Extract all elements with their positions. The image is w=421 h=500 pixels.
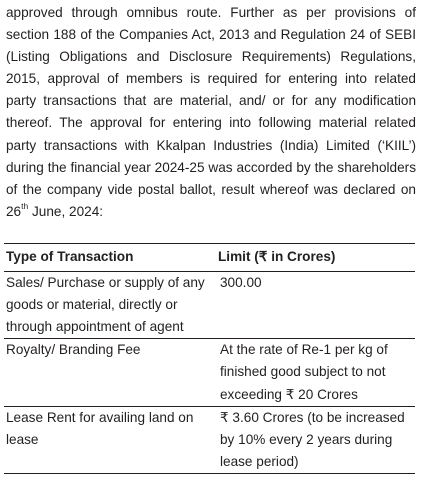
transaction-type-cell: Royalty/ Branding Fee <box>4 339 216 406</box>
related-party-transactions-table <box>4 243 415 474</box>
table-row <box>4 272 415 339</box>
paragraph-text-end: June, 2024: <box>28 203 104 219</box>
header-type-of-transaction: Type of Transaction <box>4 244 216 272</box>
paragraph-text: approved through omnibus route. Further as per provisions of section 188 of the Companies Act, 2013 and Regulation 24 of SEBI (Listing Obligations and Disclosure Requirements) Regulations, 2015, approval of members is required for entering into related party transactions that are material, and/ or for any modification thereof. The approval for entering into following material related party transactions with Kkalpan Industries (India) Limited (‘KIIL’) during the financial year 2024-25 was accorded by the shareholders of the company vide postal ballot, result whereof was declared on 26 <box>6 5 416 219</box>
table-row <box>4 339 415 406</box>
transaction-type-cell: Lease Rent for availing land on lease <box>4 406 216 473</box>
body-paragraph <box>6 2 416 223</box>
limit-cell: ₹ 3.60 Crores (to be increased by 10% every 2 years during lease period) <box>216 406 415 473</box>
limit-cell: 300.00 <box>216 272 415 339</box>
ordinal-suffix: th <box>21 201 29 212</box>
table-header-row <box>4 244 415 272</box>
transaction-type-cell: Sales/ Purchase or supply of any goods or material, directly or through appointment of agent <box>4 272 216 339</box>
header-limit: Limit (₹ in Crores) <box>216 244 415 272</box>
table-row <box>4 406 415 473</box>
limit-cell: At the rate of Re-1 per kg of finished good subject to not exceeding ₹ 20 Crores <box>216 339 415 406</box>
